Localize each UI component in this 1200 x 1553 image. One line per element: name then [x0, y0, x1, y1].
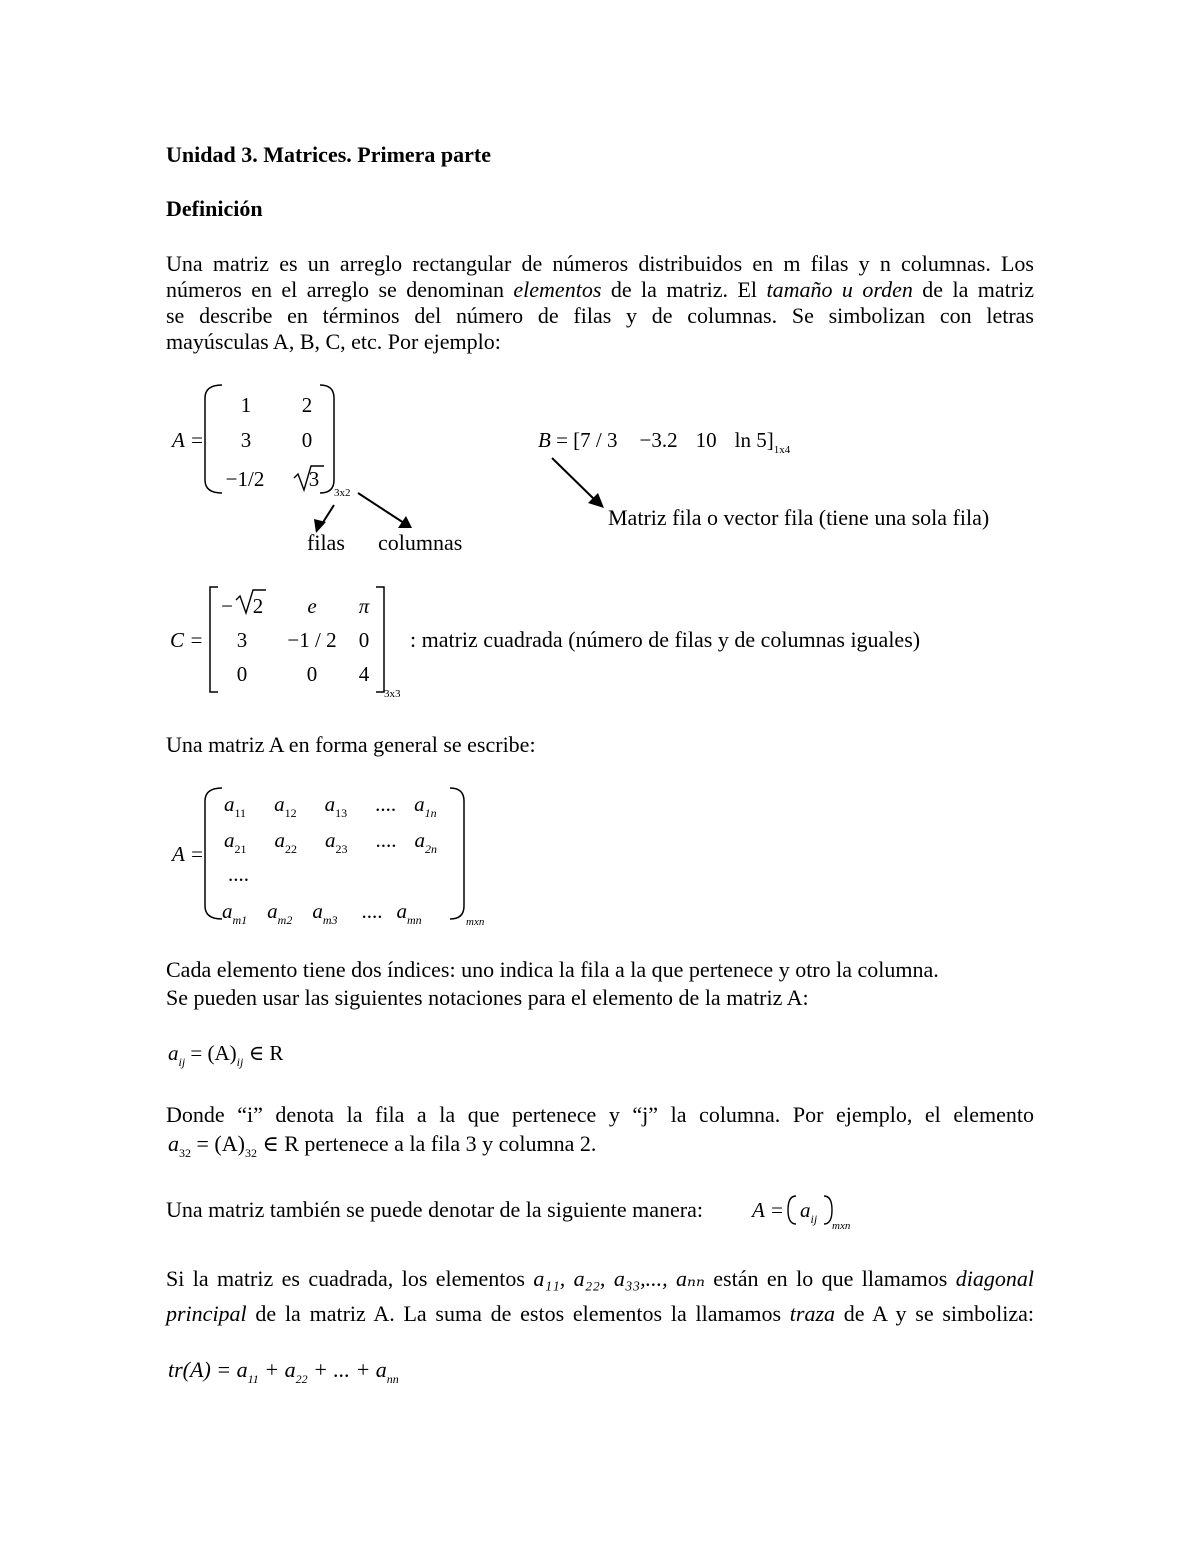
matrix-a-cell: 3 [240, 428, 252, 452]
matrix-c-cell: 0 [306, 662, 318, 686]
indices-line-1: Cada elemento tiene dos índices: uno indica la fila a la que pertenece y otro la columna. [166, 957, 939, 982]
arrow-columns-head [398, 516, 412, 528]
matrix-c-left-bracket [210, 587, 218, 692]
page-title: Unidad 3. Matrices. Primera parte [166, 142, 492, 167]
matrix-b-note: Matriz fila o vector fila (tiene una sola fila) [608, 505, 990, 530]
matrix-c-size: 3x3 [384, 688, 401, 700]
matrix-c-cell: π [358, 594, 370, 618]
general-size: mxn [466, 916, 485, 928]
matrix-a-size: 3x2 [334, 487, 351, 499]
aij-left-paren [788, 1196, 796, 1224]
general-row-4: $a_{m1}$ $a_{m2}$ $a_{m3}$ .... $a_{mn}$ [222, 899, 422, 927]
intro-line-3: se describe en términos del número de filas y de columnas. Se simbolizan con letras [166, 303, 1034, 328]
arrow-columns [358, 493, 404, 523]
diag-line-1: Si la matriz es cuadrada, los elementos a₁₁, a₂₂, a₃₃,..., aₙₙ están en lo que llamamos diagonal [166, 1266, 1034, 1291]
general-row-2: $a_{21}$ $a_{22}$ $a_{23}$ .... $a_{2n}$ [224, 828, 437, 856]
alt-notation-aij: $a_{ij}$ [800, 1198, 818, 1226]
section-heading: Definición [166, 196, 263, 221]
trace-formula: $tr(A) = a_{11} + a_{22}$ + ... + $a_{nn}$ [168, 1357, 399, 1386]
general-row-3: .... [228, 862, 249, 886]
general-label: A = [172, 842, 204, 866]
matrix-c-cell: 4 [358, 662, 370, 686]
matrix-a-label: A = [172, 428, 204, 452]
matrix-c-cell: e [307, 594, 317, 618]
general-row-1: $a_{11}$ $a_{12}$ $a_{13}$ .... $a_{1n}$ [224, 792, 437, 820]
matrix-c-note: : matriz cuadrada (número de filas y de columnas iguales) [410, 627, 921, 652]
general-right-paren [450, 788, 464, 919]
alt-notation-a: A = [752, 1198, 784, 1222]
matrix-a-right-paren [320, 385, 334, 493]
matrix-a-cell: 2 [301, 393, 313, 417]
matrix-c-cell: 3 [236, 628, 248, 652]
rows-label: filas [307, 530, 345, 555]
matrix-c-cell: −1 / 2 [287, 628, 337, 652]
matrix-a-cell: 0 [301, 428, 313, 452]
intro-line-1: Una matriz es un arreglo rectangular de números distribuidos en m filas y n columnas. Los [166, 251, 1034, 276]
intro-line-4: mayúsculas A, B, C, etc. Por ejemplo: [166, 329, 501, 354]
alt-notation-text: Una matriz también se puede denotar de la siguiente manera: [166, 1197, 703, 1222]
matrix-c-right-bracket [376, 587, 384, 692]
diag-line-2: principal de la matriz A. La suma de estos elementos la llamamos traza de A y se simboliza: [166, 1301, 1034, 1326]
columns-label: columnas [378, 530, 463, 555]
matrix-b: B = [7 / 3 −3.2 10 $\ln 5]_{1x4}$ [538, 428, 791, 456]
matrix-c-cell: 2 [252, 594, 264, 618]
matrix-c-cell: − [221, 594, 233, 618]
matrix-a-cell: −1/2 [225, 467, 265, 491]
element-notation: $a_{ij} = (A)_{ij}$ ∈ R [168, 1041, 284, 1069]
aij-right-paren [824, 1196, 832, 1224]
indices-line-2: Se pueden usar las siguientes notaciones para el elemento de la matriz A: [166, 985, 809, 1010]
general-left-paren [205, 788, 222, 919]
matrix-a-cell: 3 [308, 467, 320, 491]
donde-line-2: $a_{32} = (A)_{32}$ ∈ R pertenece a la fila 3 y columna 2. [168, 1131, 597, 1160]
matrix-a-cell: 1 [240, 393, 252, 417]
donde-line-1: Donde “i” denota la fila a la que pertenece y “j” la columna. Por ejemplo, el elemento [166, 1102, 1034, 1127]
matrix-c-label: C = [170, 628, 204, 652]
alt-notation-size: mxn [832, 1220, 851, 1232]
matrix-c-cell: 0 [236, 662, 248, 686]
general-intro: Una matriz A en forma general se escribe: [166, 732, 536, 757]
arrow-row-vector [552, 458, 596, 501]
intro-line-2: números en el arreglo se denominan elementos de la matriz. El tamaño u orden de la matriz [166, 277, 1034, 302]
matrix-c-cell: 0 [358, 628, 370, 652]
